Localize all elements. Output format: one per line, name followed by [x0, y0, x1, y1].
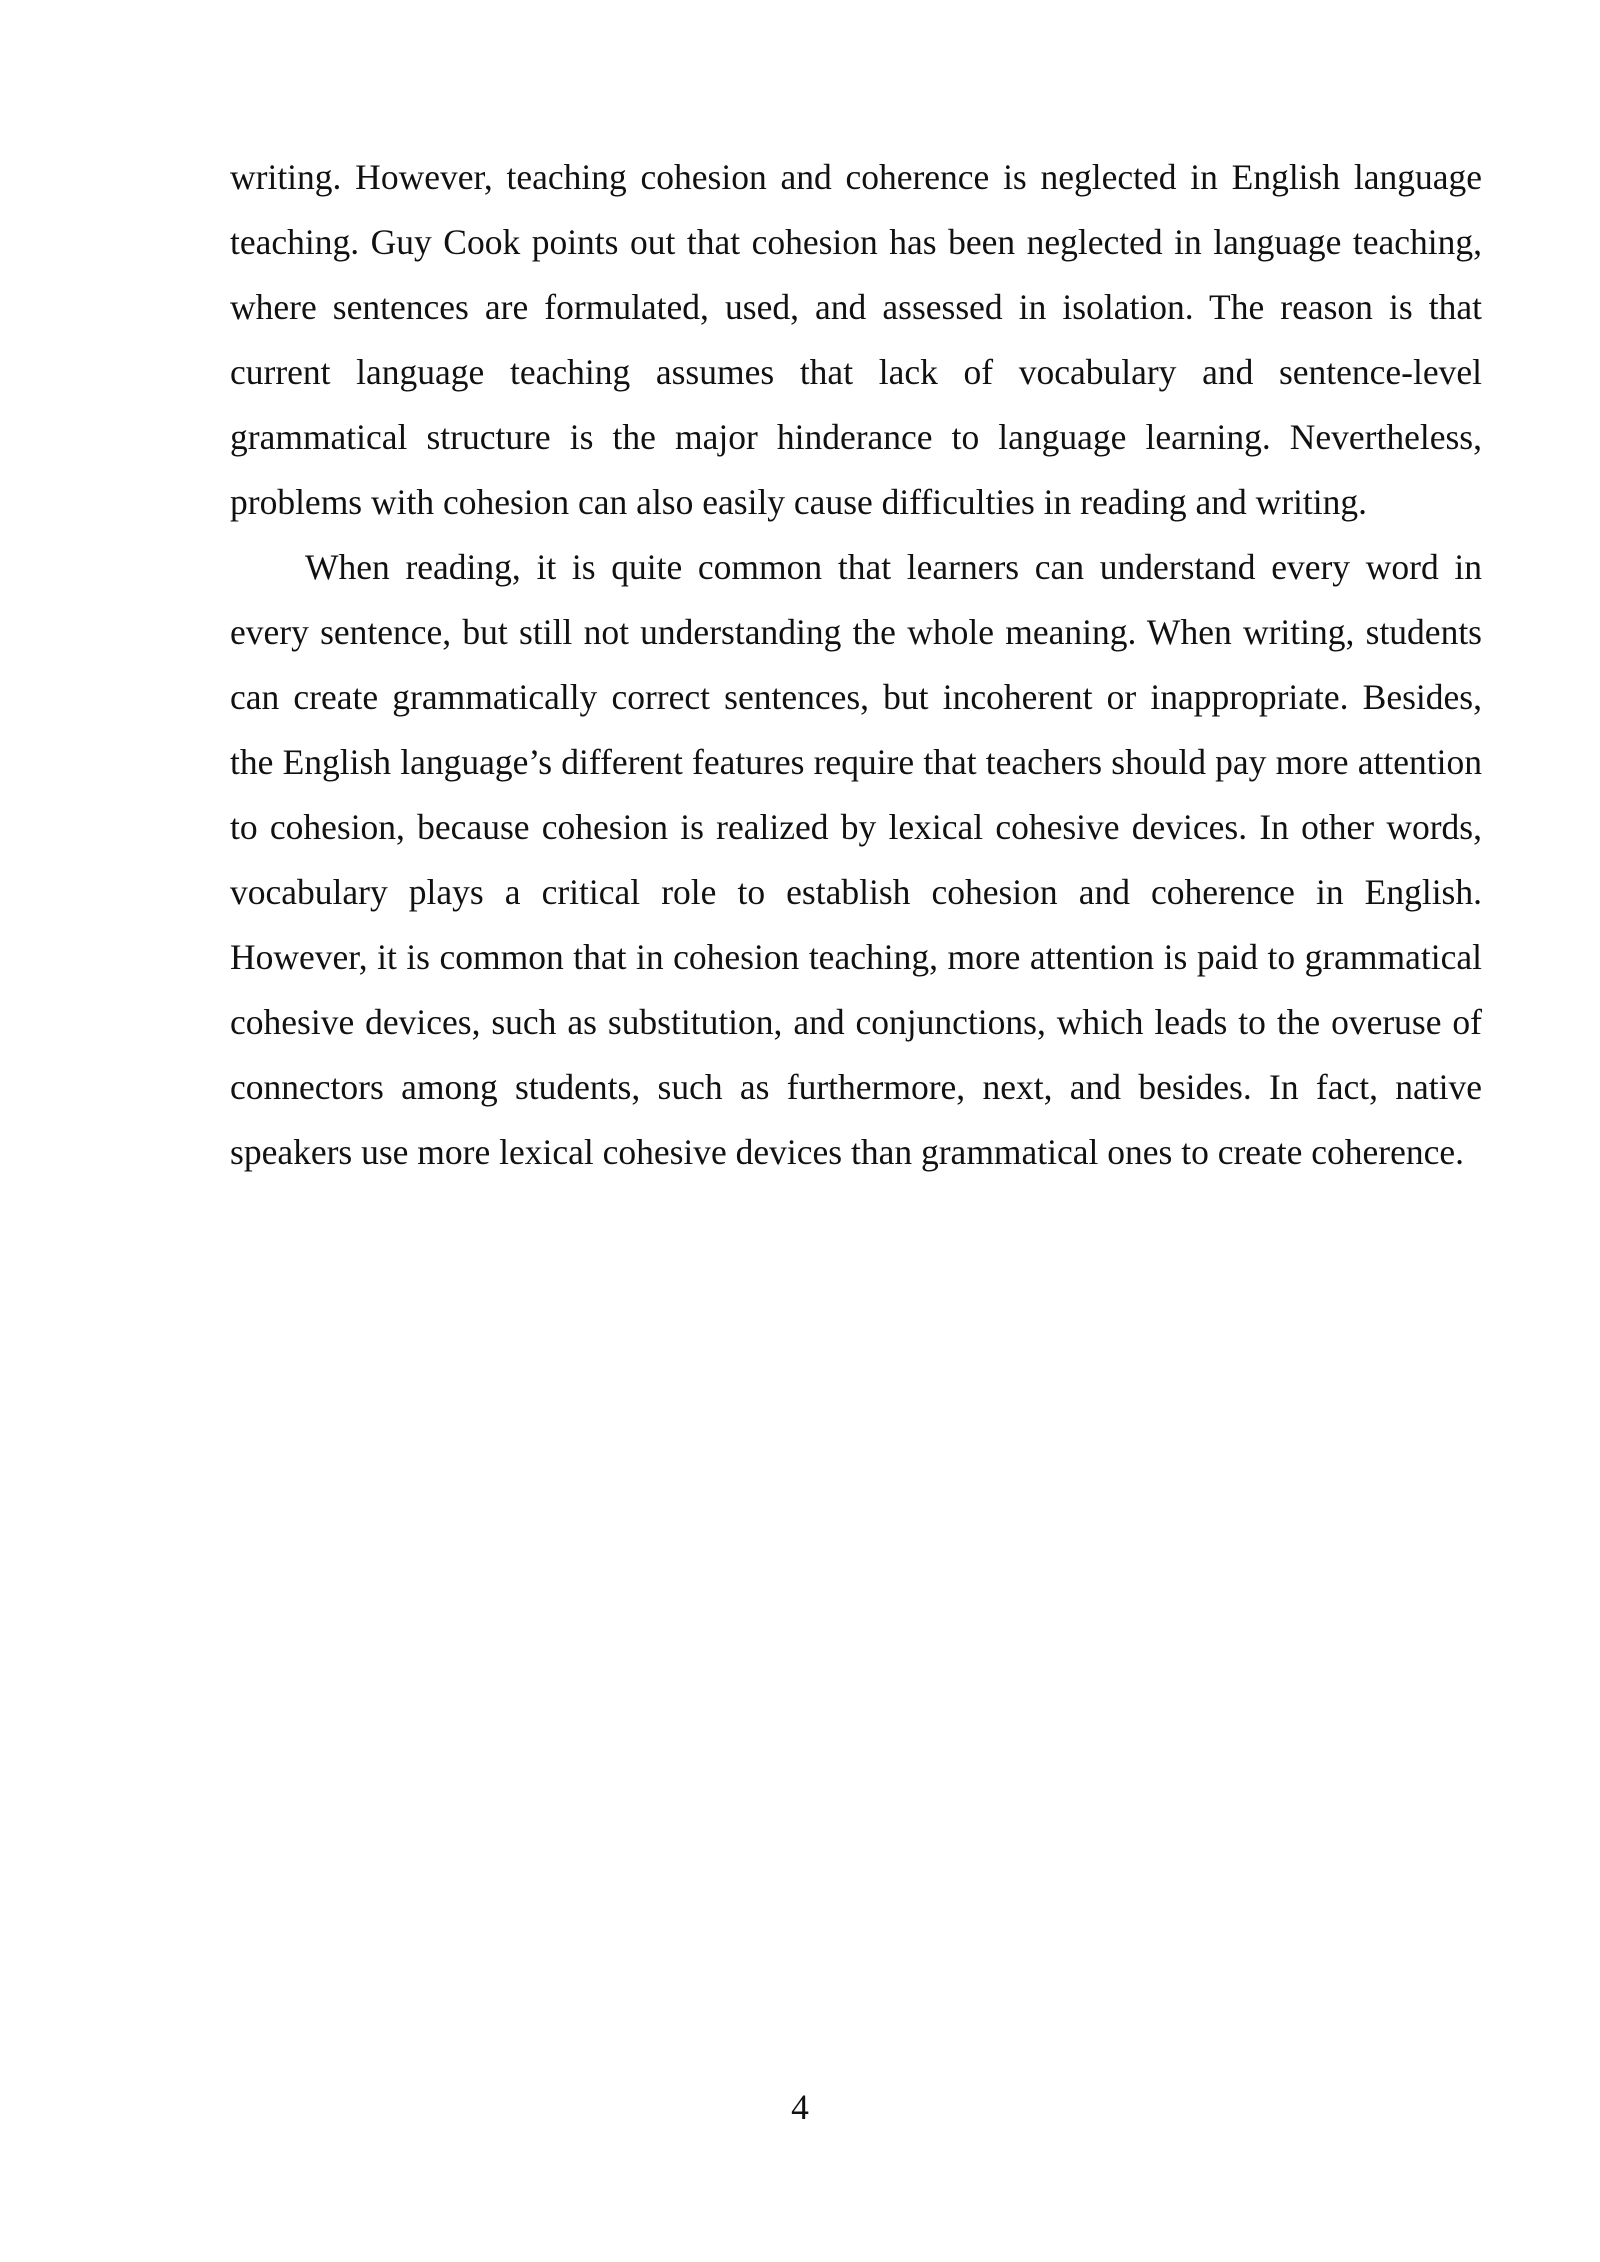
body-text	[230, 145, 1482, 1185]
paragraph-reading-writing: When reading, it is quite common that learners can understand every word in every sentence, but still not understanding the whole meaning. When writing, students can create grammatically correct sentences, but incoherent or inappropriate. Besides, the English language’s different features require that teachers should pay more attention to cohesion, because cohesion is realized by lexical cohesive devices. In other words, vocabulary plays a critical role to establish cohesion and coherence in English. However, it is common that in cohesion teaching, more attention is paid to grammatical cohesive devices, such as substitution, and conjunctions, which leads to the overuse of connectors among students, such as furthermore, next, and besides. In fact, native speakers use more lexical cohesive devices than grammatical ones to create coherence.	[230, 547, 1482, 1172]
paragraph-continuation: writing. However, teaching cohesion and coherence is neglected in English language teaching. Guy Cook points out that cohesion has been neglected in language teaching, where sentences are formulated, used, and assessed in isolation. The reason is that current language teaching assumes that lack of vocabulary and sentence-level grammatical structure is the major hinderance to language learning. Nevertheless, problems with cohesion can also easily cause difficulties in reading and writing.	[230, 157, 1482, 522]
page-number: 4	[791, 2087, 809, 2127]
